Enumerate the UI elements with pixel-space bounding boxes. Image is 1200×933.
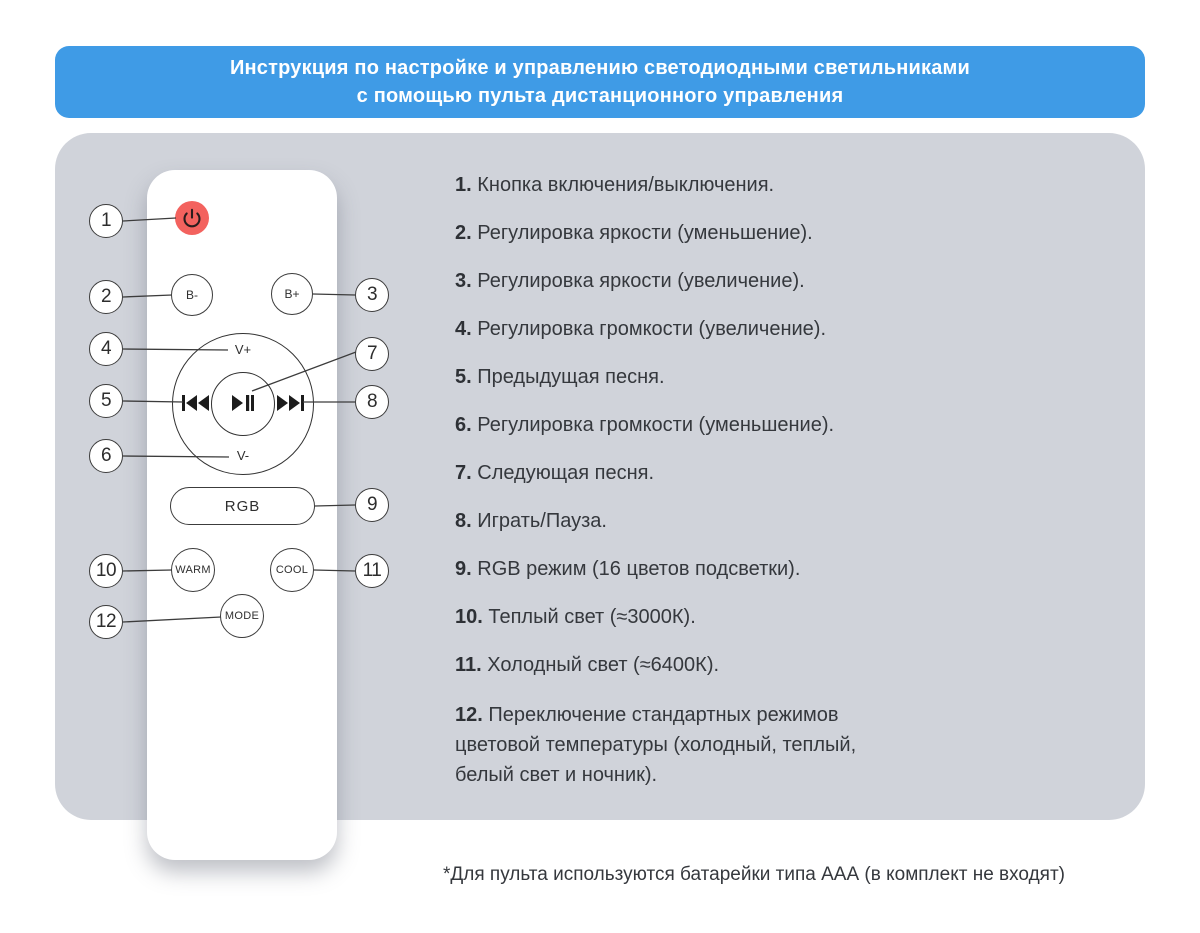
item-5-text: Предыдущая песня. [477,366,665,388]
mode-button[interactable] [220,594,264,638]
power-icon [182,208,202,228]
item-7-number: 7. [455,462,472,484]
callout-1 [89,204,123,238]
item-4-number: 4. [455,318,472,340]
item-2-number: 2. [455,222,472,244]
instruction-item-10 [455,604,1145,630]
cool-label: COOL [275,564,309,576]
rgb-label: RGB [224,497,261,515]
brightness-up-label: B+ [284,287,300,301]
item-10-number: 10. [455,606,483,628]
callout-5 [89,384,123,418]
callout-7-number: 7 [366,343,378,364]
battery-footnote: *Для пульта используются батарейки типа ААА (в комплект не входят) [443,864,1065,885]
brightness-down-button[interactable] [171,274,213,316]
volume-up-label: V+ [234,342,252,357]
cool-light-button[interactable] [270,548,314,592]
power-button[interactable] [175,201,209,235]
instruction-item-4 [455,316,1145,342]
callout-11-number: 11 [362,560,382,581]
item-1-text: Кнопка включения/выключения. [477,174,775,196]
item-9-number: 9. [455,558,472,580]
instruction-item-5 [455,364,1145,390]
callout-4-number: 4 [100,338,112,359]
callout-6 [89,439,123,473]
callout-10-number: 10 [95,560,117,581]
callout-2 [89,280,123,314]
mode-label: MODE [224,610,260,622]
next-track-icon[interactable] [276,395,304,411]
callout-10 [89,554,123,588]
item-4-text: Регулировка громкости (увеличение). [477,318,827,340]
item-5-number: 5. [455,366,472,388]
instruction-item-11 [455,652,1145,678]
instruction-list [455,172,1145,812]
item-12-number: 12. [455,704,483,726]
play-pause-icon[interactable] [232,395,254,411]
callout-1-number: 1 [100,210,112,231]
callout-3 [355,278,389,312]
item-2-text: Регулировка яркости (уменьшение). [477,222,813,244]
warm-light-button[interactable] [171,548,215,592]
callout-5-number: 5 [100,390,112,411]
callout-2-number: 2 [100,286,112,307]
callout-12-number: 12 [95,611,117,632]
callout-6-number: 6 [100,445,112,466]
callout-4 [89,332,123,366]
instruction-item-1 [455,172,1145,198]
brightness-down-label: B- [186,288,198,302]
instruction-item-8 [455,508,1145,534]
item-8-number: 8. [455,510,472,532]
callout-8 [355,385,389,419]
callout-9-number: 9 [366,494,378,515]
item-6-number: 6. [455,414,472,436]
item-6-text: Регулировка громкости (уменьшение). [477,414,835,436]
callout-9 [355,488,389,522]
instruction-item-3 [455,268,1145,294]
instruction-item-12 [455,700,900,790]
warm-label: WARM [175,564,211,576]
rgb-mode-button[interactable] [170,487,315,525]
callout-12 [89,605,123,639]
item-3-text: Регулировка яркости (увеличение). [477,270,805,292]
instruction-item-6 [455,412,1145,438]
item-11-text: Холодный свет (≈6400К). [487,654,720,676]
instruction-item-7 [455,460,1145,486]
item-7-text: Следующая песня. [477,462,655,484]
callout-11 [355,554,389,588]
previous-track-icon[interactable] [182,395,210,411]
instruction-item-9 [455,556,1145,582]
callout-7 [355,337,389,371]
volume-down-label: V- [236,448,250,463]
item-10-text: Теплый свет (≈3000К). [488,606,696,628]
item-1-number: 1. [455,174,472,196]
header-title-line1: Инструкция по настройке и управлению светодиодными светильниками [229,57,971,79]
callout-8-number: 8 [366,391,378,412]
item-12-text: Переключение стандартных режимов цветовой температуры (холодный, теплый, белый свет и ночник). [455,704,857,786]
remote-control [147,170,337,860]
header-banner [55,46,1145,118]
instruction-item-2 [455,220,1145,246]
header-title-line2: с помощью пульта дистанционного управления [356,85,844,107]
brightness-up-button[interactable] [271,273,313,315]
callout-3-number: 3 [366,284,378,305]
item-3-number: 3. [455,270,472,292]
item-11-number: 11. [455,654,482,676]
item-8-text: Играть/Пауза. [477,510,607,532]
item-9-text: RGB режим (16 цветов подсветки). [477,558,801,580]
